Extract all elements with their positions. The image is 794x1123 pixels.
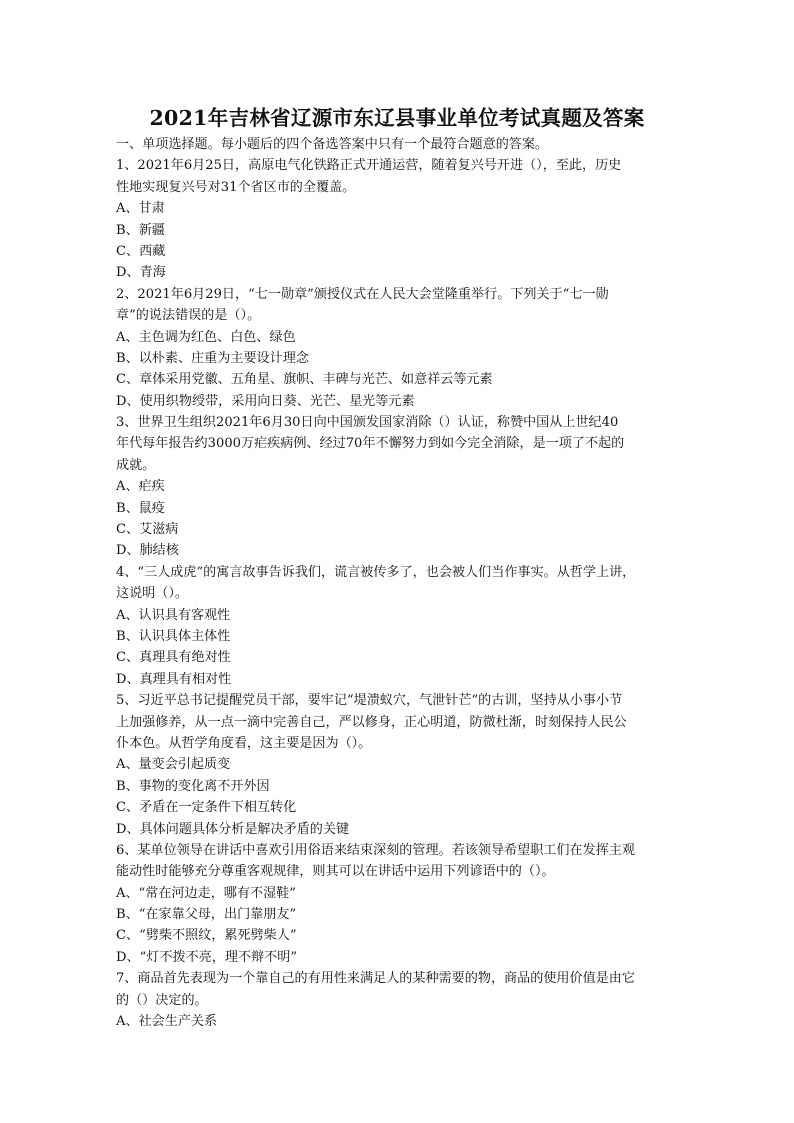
text-line: D、肺结核 — [116, 543, 179, 559]
text-line: 一、单项选择题。每小题后的四个备选答案中只有一个最符合题意的答案。 — [116, 137, 549, 152]
text-line: C、艾滋病 — [116, 522, 179, 538]
text-line: D、具体问题具体分析是解决矛盾的关键 — [116, 821, 350, 837]
text-line: D、真理具有相对性 — [116, 671, 232, 687]
document-body — [116, 134, 676, 1032]
text-line: 5、习近平总书记提醒党员干部，要牢记“堤溃蚁穴，气泄针芒”的古训，坚持从小事小节 — [116, 693, 623, 709]
text-line: A、主色调为红色、白色、绿色 — [116, 329, 296, 345]
text-line: C、矛盾在一定条件下相互转化 — [116, 800, 297, 816]
text-line: 1、2021年6月25日，高原电气化铁路正式开通运营，随着复兴号开进（），至此，历史 — [116, 158, 622, 174]
text-line: A、疟疾 — [116, 479, 165, 495]
text-line: B、认识具体主体性 — [116, 628, 231, 644]
text-line: C、章体采用党徽、五角星、旗帜、丰碑与光芒、如意祥云等元素 — [116, 372, 493, 388]
text-line: 2、2021年6月29日，“七一勋章”颁授仪式在人民大会堂隆重举行。下列关于“七一勋 — [116, 286, 609, 302]
text-line: 仆本色。从哲学角度看，这主要是因为（）。 — [116, 735, 372, 751]
text-line: 性地实现复兴号对31个省区市的全覆盖。 — [116, 179, 356, 195]
text-line: A、量变会引起质变 — [116, 757, 231, 773]
text-line: B、以朴素、庄重为主要设计理念 — [116, 350, 309, 366]
text-line: A、“常在河边走，哪有不湿鞋” — [116, 885, 296, 901]
text-line: 年代每年报告约3000万疟疾病例、经过70年不懈努力到如今完全消除，是一项了不起的 — [116, 436, 625, 452]
text-line: 7、商品首先表现为一个靠自己的有用性来满足人的某种需要的物，商品的使用价值是由它 — [116, 971, 635, 987]
text-line: A、社会生产关系 — [116, 1014, 218, 1030]
text-line: C、真理具有绝对性 — [116, 650, 231, 666]
text-line: B、事物的变化离不开外因 — [116, 778, 270, 794]
text-line: C、“劈柴不照纹，累死劈柴人” — [116, 928, 297, 944]
text-line: 3、世界卫生组织2021年6月30日向中国颁发国家消除（）认证，称赞中国从上世纪40 — [116, 415, 619, 431]
text-line: 成就。 — [116, 457, 156, 473]
text-line: 6、某单位领导在讲话中喜欢引用俗语来结束深刻的管理。若该领导希望职工们在发挥主观 — [116, 842, 635, 858]
text-line: D、“灯不拨不亮，理不辩不明” — [116, 949, 298, 965]
text-line: 上加强修养，从一点一滴中完善自己，严以修身，正心明道，防微杜渐，时刻保持人民公 — [116, 714, 627, 730]
text-line: B、新疆 — [116, 222, 165, 238]
text-line: 章”的说法错误的是（）。 — [116, 308, 261, 324]
text-line: 的（）决定的。 — [116, 992, 208, 1008]
text-line: A、认识具有客观性 — [116, 607, 231, 623]
text-line: D、使用织物绶带，采用向日葵、光芒、星光等元素 — [116, 393, 415, 409]
text-line: 能动性时能够充分尊重客观规律，则其可以在讲话中运用下列谚语中的（）。 — [116, 864, 555, 880]
text-line: 这说明（）。 — [116, 586, 189, 602]
text-line: C、西藏 — [116, 243, 166, 259]
text-line: B、鼠疫 — [116, 500, 165, 516]
document-title: 2021年吉林省辽源市东辽县事业单位考试真题及答案 — [149, 106, 645, 130]
text-line: A、甘肃 — [116, 201, 165, 217]
text-line: D、青海 — [116, 265, 166, 281]
text-line: B、“在家靠父母，出门靠朋友” — [116, 907, 297, 923]
text-line: 4、“三人成虎”的寓言故事告诉我们，谎言被传多了，也会被人们当作事实。从哲学上讲， — [116, 564, 636, 580]
